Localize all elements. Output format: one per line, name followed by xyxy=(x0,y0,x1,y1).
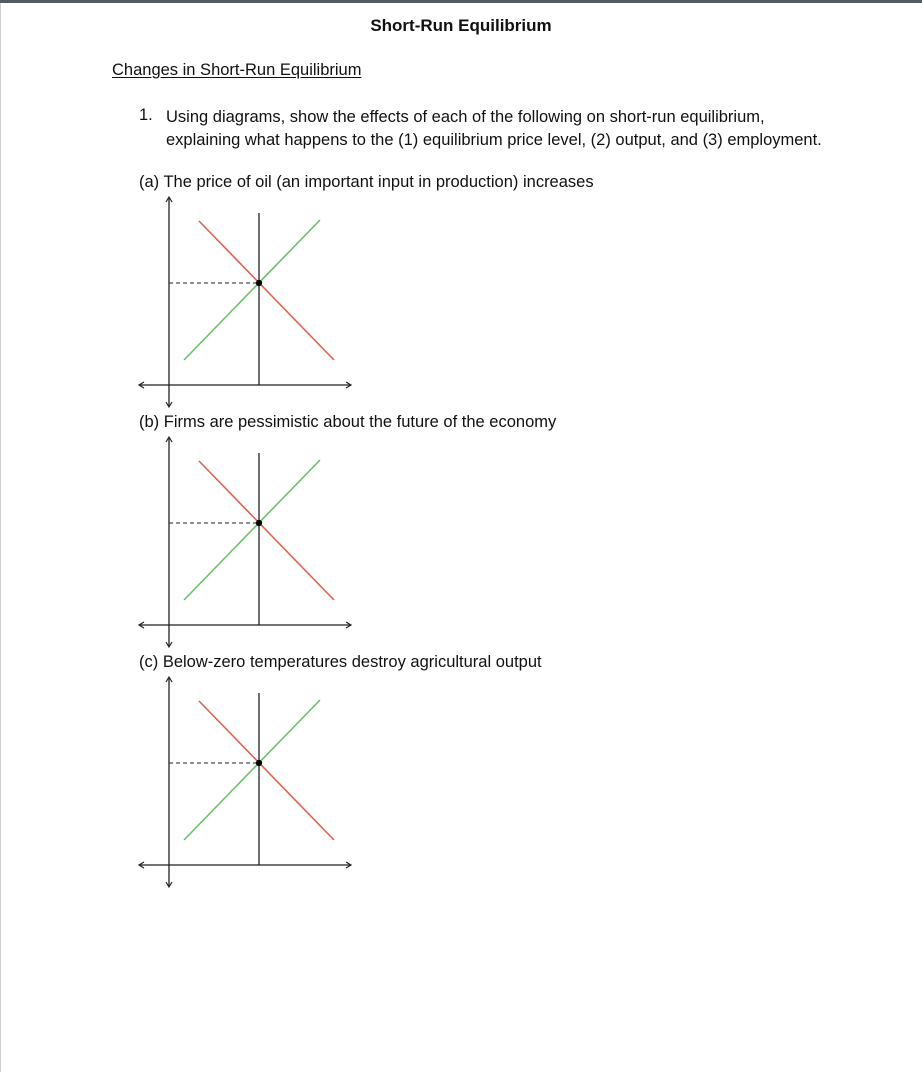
diagram-part-c xyxy=(136,673,356,893)
diagram-part-b xyxy=(136,433,356,653)
diagram-part-a xyxy=(136,193,356,413)
upward-sloping-curve xyxy=(184,220,320,360)
upward-sloping-curve xyxy=(184,460,320,600)
downward-sloping-curve xyxy=(199,221,334,360)
diagram-svg xyxy=(136,193,356,413)
equilibrium-point xyxy=(256,760,262,766)
section-heading: Changes in Short-Run Equilibrium xyxy=(112,61,362,79)
window-top-border xyxy=(0,0,922,3)
part-a-label: (a) The price of oil (an important input in production) increases xyxy=(139,173,594,191)
part-c-label: (c) Below-zero temperatures destroy agricultural output xyxy=(139,653,542,671)
document-title: Short-Run Equilibrium xyxy=(370,16,552,35)
equilibrium-point xyxy=(256,520,262,526)
question-number: 1. xyxy=(139,106,153,124)
page-left-edge xyxy=(0,3,1,1072)
diagram-svg xyxy=(136,433,356,653)
part-b-label: (b) Firms are pessimistic about the future of the economy xyxy=(139,413,557,431)
upward-sloping-curve xyxy=(184,700,320,840)
diagram-svg xyxy=(136,673,356,893)
equilibrium-point xyxy=(256,280,262,286)
downward-sloping-curve xyxy=(199,701,334,840)
downward-sloping-curve xyxy=(199,461,334,600)
question-text: Using diagrams, show the effects of each of the following on short-run equilibrium, explaining what happens to the (1) equilibrium price level, (2) output, and (3) employment. xyxy=(166,108,822,149)
